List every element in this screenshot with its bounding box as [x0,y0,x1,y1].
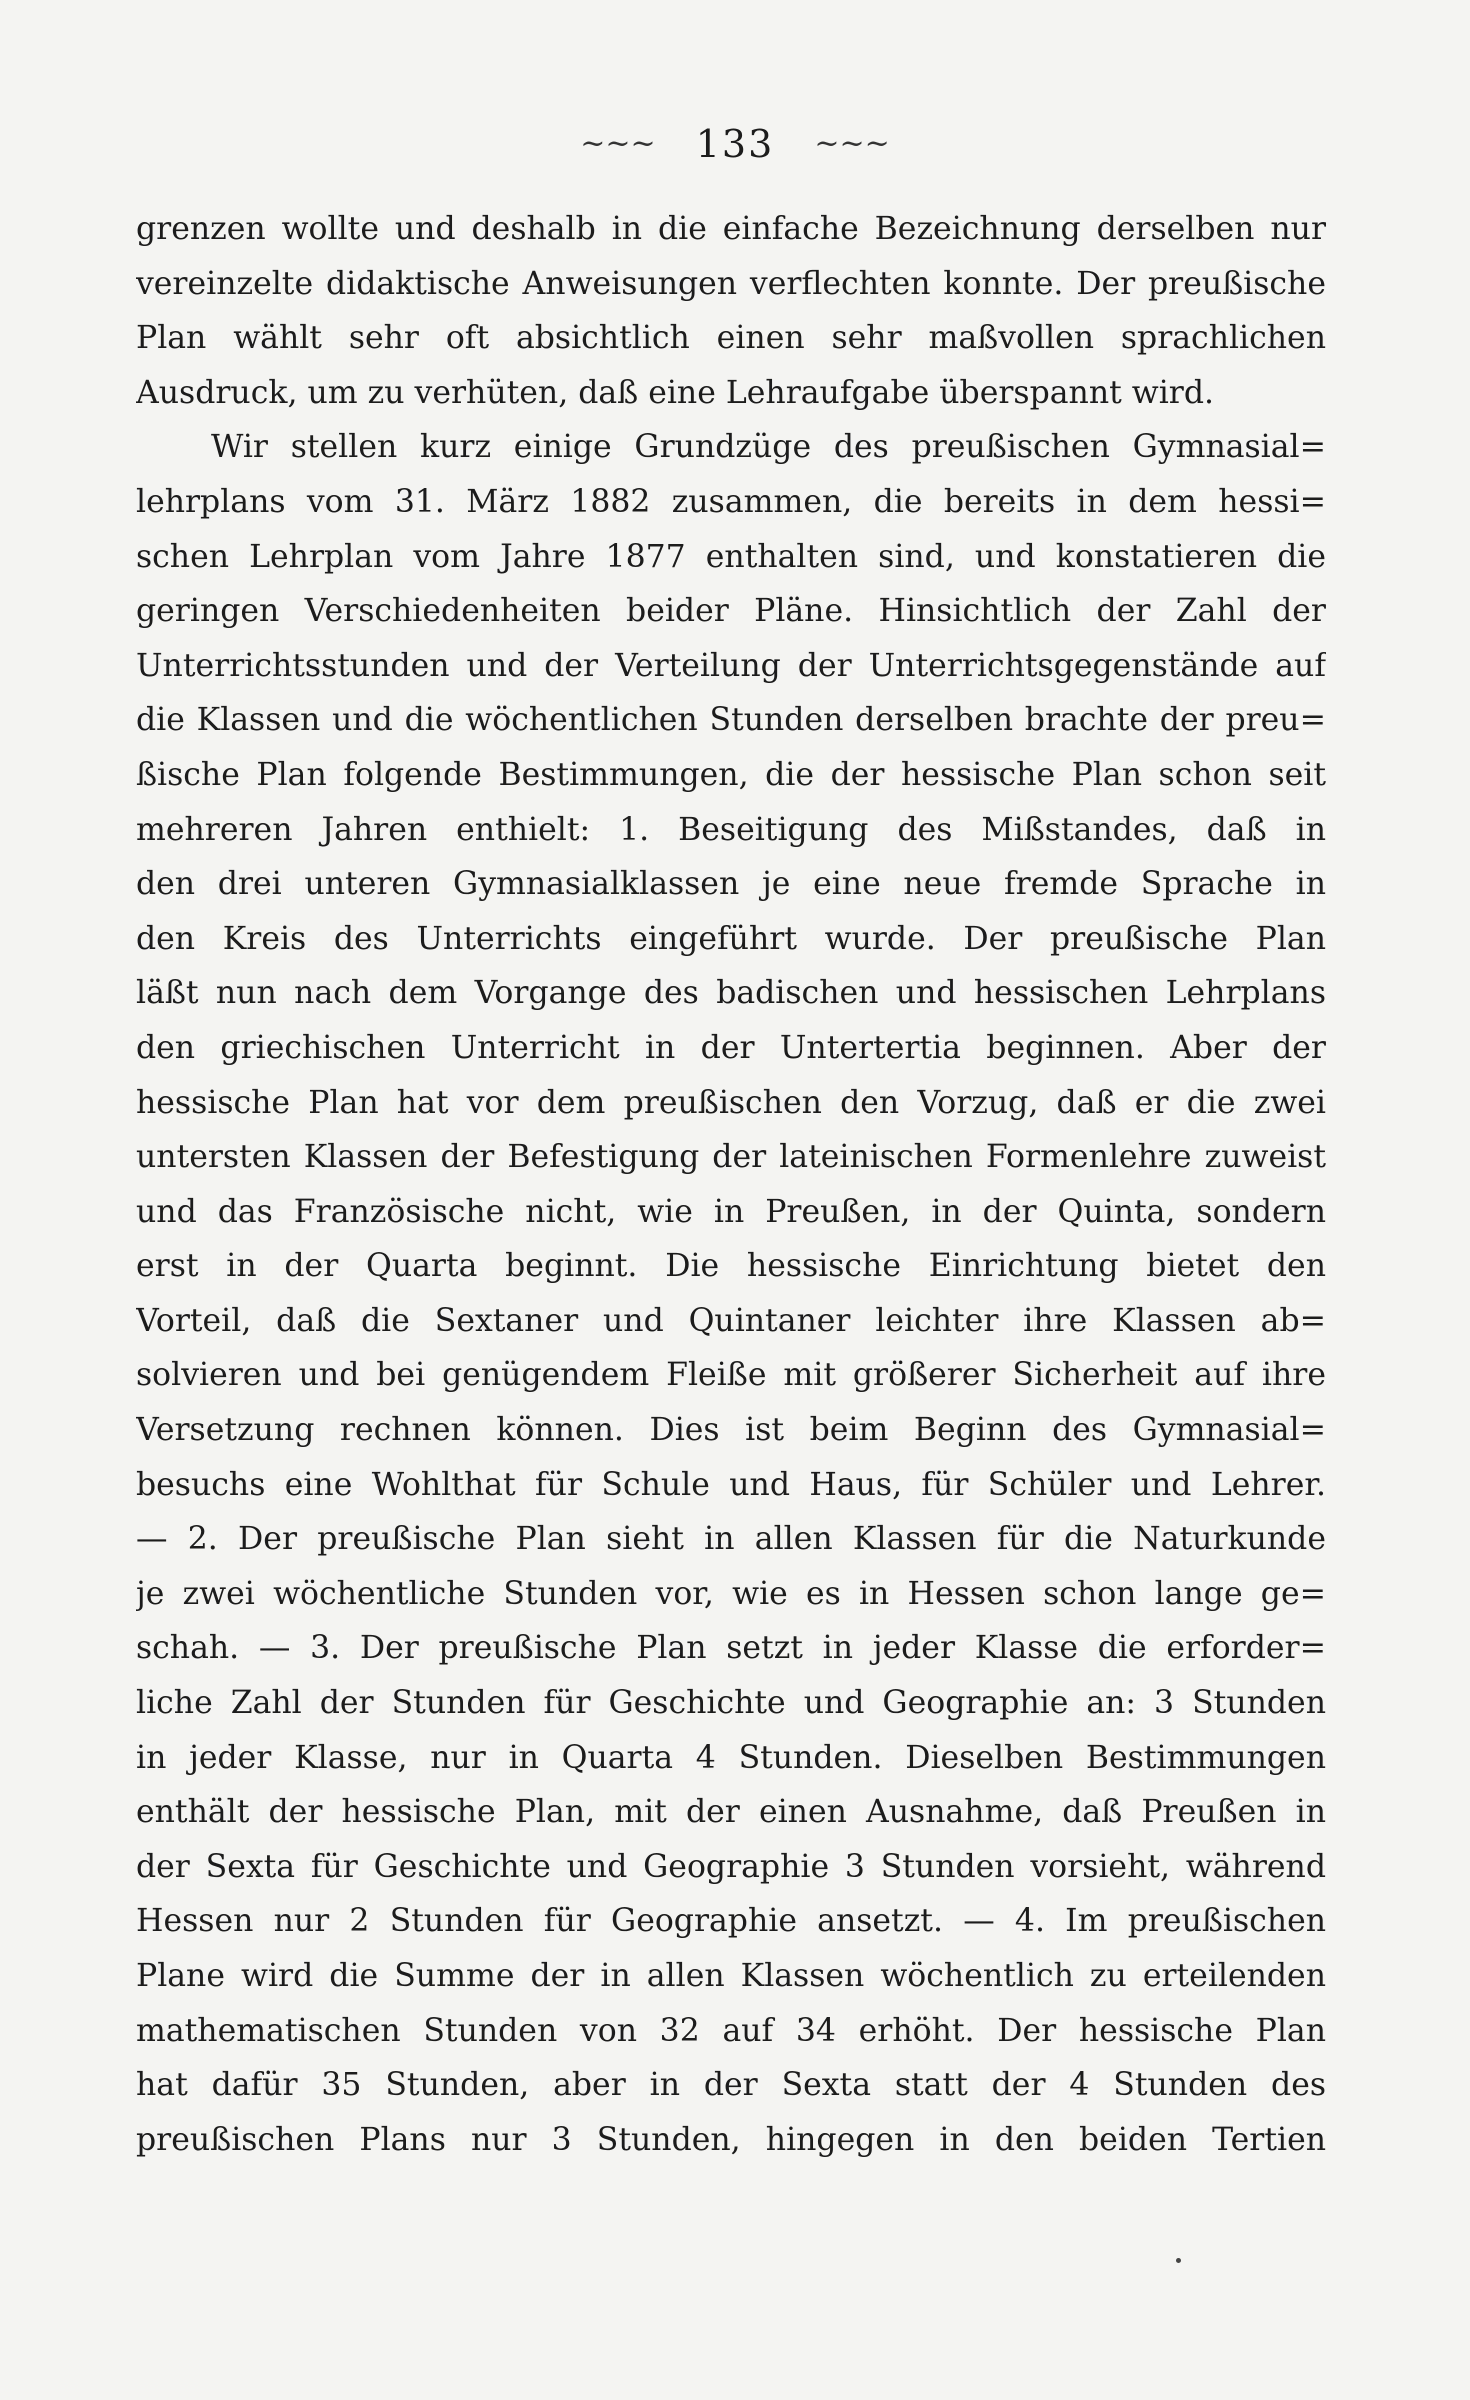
text-line: lehrplans vom 31. März 1882 zusammen, die bereits in dem hessi= [136,483,1326,520]
text-line: den Kreis des Unterrichts eingeführt wurde. Der preußische Plan [136,920,1326,957]
page-header [0,118,1470,166]
header-ornament-right: ~~~ [814,126,890,161]
text-line: Plan wählt sehr oft absichtlich einen sehr maßvollen sprachlichen [136,320,1326,357]
text-line: — 2. Der preußische Plan sieht in allen Klassen für die Naturkunde [136,1521,1326,1558]
text-line: erst in der Quarta beginnt. Die hessische Einrichtung bietet den [136,1248,1326,1285]
text-line: ßische Plan folgende Bestimmungen, die der hessische Plan schon seit [136,756,1326,793]
text-line: den griechischen Unterricht in der Untertertia beginnen. Aber der [136,1029,1326,1066]
text-line: Wir stellen kurz einige Grundzüge des preußischen Gymnasial= [211,429,1326,466]
page-number: 133 [695,121,775,166]
text-line: hat dafür 35 Stunden, aber in der Sexta statt der 4 Stunden des [136,2067,1326,2104]
body-text [136,202,1326,2167]
text-line: enthält der hessische Plan, mit der einen Ausnahme, daß Preußen in [136,1794,1326,1831]
text-line: Versetzung rechnen können. Dies ist beim Beginn des Gymnasial= [136,1412,1326,1449]
text-line: schen Lehrplan vom Jahre 1877 enthalten sind, und konstatieren die [136,538,1326,575]
text-line: liche Zahl der Stunden für Geschichte und Geographie an: 3 Stunden [136,1685,1326,1722]
text-line: preußischen Plans nur 3 Stunden, hingegen in den beiden Tertien [136,2121,1326,2158]
text-line: der Sexta für Geschichte und Geographie 3 Stunden vorsieht, während [136,1848,1326,1885]
paper-speck [1176,2258,1181,2263]
text-line: mehreren Jahren enthielt: 1. Beseitigung des Mißstandes, daß in [136,811,1326,848]
text-line: läßt nun nach dem Vorgange des badischen und hessischen Lehrplans [136,975,1326,1012]
text-line: in jeder Klasse, nur in Quarta 4 Stunden. Dieselben Bestimmungen [136,1739,1326,1776]
text-line: vereinzelte didaktische Anweisungen verflechten konnte. Der preußische [136,265,1326,302]
header-ornament-left: ~~~ [580,126,656,161]
text-line: solvieren und bei genügendem Fleiße mit größerer Sicherheit auf ihre [136,1357,1326,1394]
text-line: besuchs eine Wohlthat für Schule und Haus, für Schüler und Lehrer. [136,1466,1326,1503]
text-line: die Klassen und die wöchentlichen Stunden derselben brachte der preu= [136,702,1326,739]
text-line: geringen Verschiedenheiten beider Pläne. Hinsichtlich der Zahl der [136,593,1326,630]
text-line: Ausdruck, um zu verhüten, daß eine Lehraufgabe überspannt wird. [136,374,1215,411]
text-line: untersten Klassen der Befestigung der lateinischen Formenlehre zuweist [136,1139,1326,1176]
text-line: mathematischen Stunden von 32 auf 34 erhöht. Der hessische Plan [136,2012,1326,2049]
text-line: Unterrichtsstunden und der Verteilung der Unterrichtsgegenstände auf [136,647,1326,684]
text-line: Vorteil, daß die Sextaner und Quintaner leichter ihre Klassen ab= [136,1302,1326,1339]
text-line: je zwei wöchentliche Stunden vor, wie es in Hessen schon lange ge= [136,1575,1326,1612]
text-line: hessische Plan hat vor dem preußischen den Vorzug, daß er die zwei [136,1084,1326,1121]
text-line: Hessen nur 2 Stunden für Geographie ansetzt. — 4. Im preußischen [136,1903,1326,1940]
text-line: und das Französische nicht, wie in Preußen, in der Quinta, sondern [136,1193,1326,1230]
text-line: Plane wird die Summe der in allen Klassen wöchentlich zu erteilenden [136,1958,1326,1994]
text-line: den drei unteren Gymnasialklassen je eine neue fremde Sprache in [136,866,1326,903]
text-line: schah. — 3. Der preußische Plan setzt in jeder Klasse die erforder= [136,1630,1326,1667]
text-line: grenzen wollte und deshalb in die einfache Bezeichnung derselben nur [136,211,1326,247]
